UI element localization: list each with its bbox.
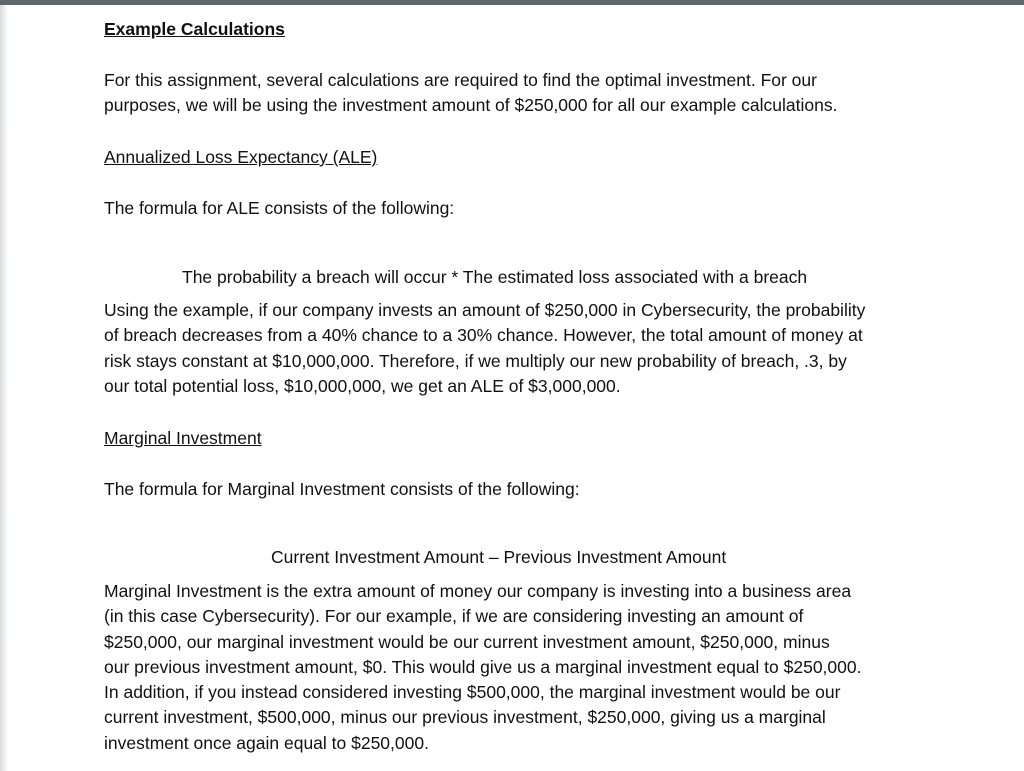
paragraph-line: of breach decreases from a 40% chance to a 30% chance. However, the total amount of money at [104, 325, 863, 346]
ale-heading: Annualized Loss Expectancy (ALE) [104, 147, 378, 167]
section-title: Example Calculations [104, 19, 285, 39]
marginal-formula: Current Investment Amount – Previous Investment Amount [271, 546, 727, 567]
intro-paragraph [104, 68, 837, 119]
page-left-shadow [0, 5, 8, 771]
window-top-border [0, 0, 1024, 5]
ale-formula: The probability a breach will occur * The estimated loss associated with a breach [182, 266, 808, 287]
marginal-heading: Marginal Investment [104, 428, 262, 448]
marginal-formula-intro: The formula for Marginal Investment consists of the following: [104, 479, 580, 499]
marginal-explanation-paragraph [104, 579, 861, 756]
ale-explanation-paragraph [104, 298, 865, 399]
paragraph-line: our total potential loss, $10,000,000, we get an ALE of $3,000,000. [104, 375, 621, 396]
paragraph-line: $250,000, our marginal investment would be our current investment amount, $250,000, minus [104, 631, 830, 652]
paragraph-line: For this assignment, several calculations are required to find the optimal investment. For our [104, 70, 817, 90]
paragraph-line: purposes, we will be using the investment amount of $250,000 for all our example calculations. [104, 95, 838, 116]
paragraph-line: current investment, $500,000, minus our previous investment, $250,000, giving us a marginal [104, 707, 826, 728]
paragraph-line: investment once again equal to $250,000. [104, 732, 429, 753]
paragraph-line: risk stays constant at $10,000,000. Therefore, if we multiply our new probability of breach, .3, by [104, 350, 847, 371]
paragraph-line: our previous investment amount, $0. This would give us a marginal investment equal to $250,000. [104, 656, 862, 677]
paragraph-line: Marginal Investment is the extra amount of money our company is investing into a business area [104, 581, 852, 601]
paragraph-line: In addition, if you instead considered investing $500,000, the marginal investment would be our [104, 682, 841, 703]
paragraph-line: (in this case Cybersecurity). For our example, if we are considering investing an amount of [104, 606, 804, 627]
paragraph-line: Using the example, if our company invests an amount of $250,000 in Cybersecurity, the probability [104, 300, 866, 320]
ale-formula-intro: The formula for ALE consists of the following: [104, 198, 455, 218]
